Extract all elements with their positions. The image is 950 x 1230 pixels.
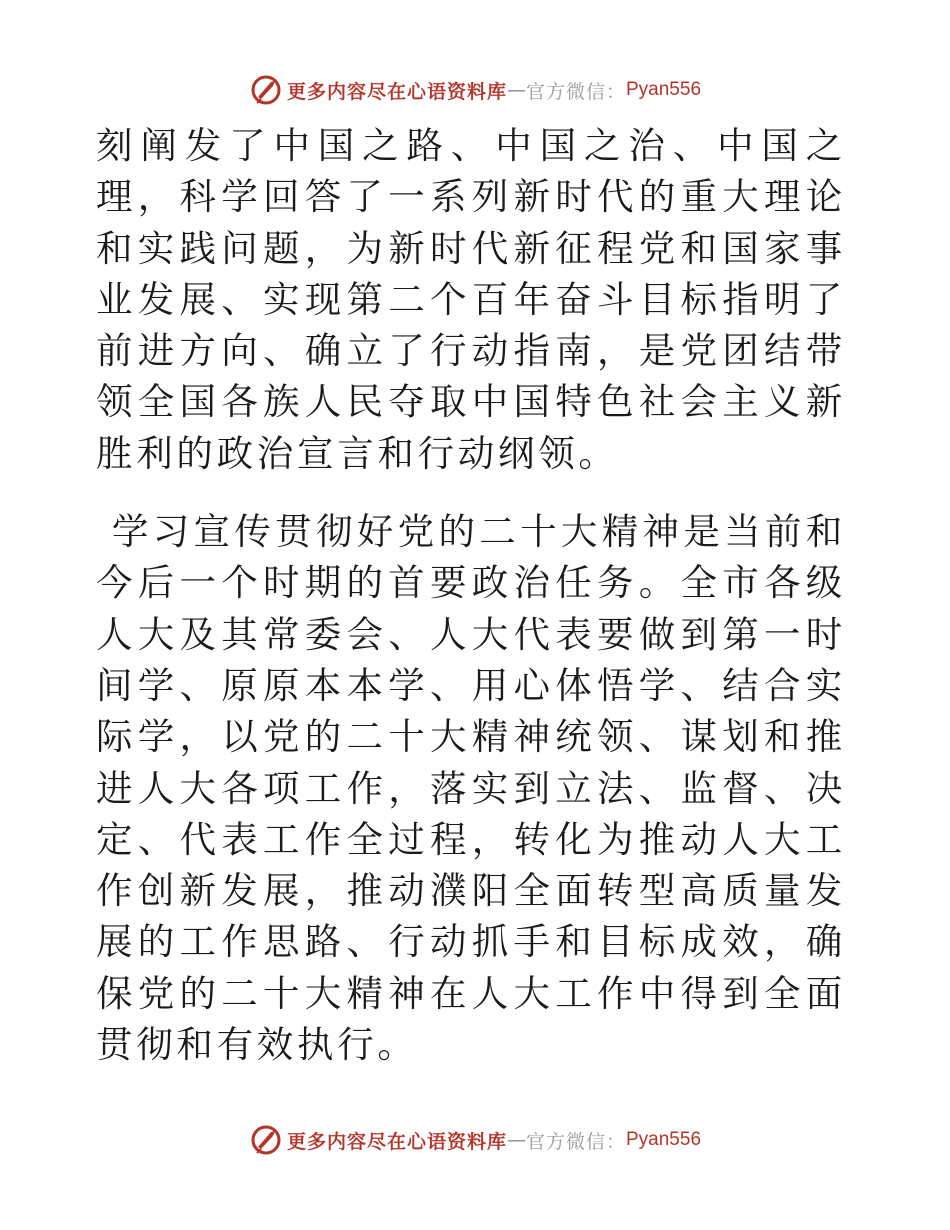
quill-circle-icon xyxy=(249,73,283,107)
watermark-separator: — xyxy=(506,79,526,101)
header-watermark xyxy=(0,70,950,110)
watermark-label: 官方微信： xyxy=(525,80,626,103)
watermark-wechat-id: Pyan556 xyxy=(626,79,702,100)
paragraph-1: 刻阐发了中国之路、中国之治、中国之理，科学回答了一系列新时代的重大理论和实践问题，为新时代新征程党和国家事业发展、实现第二个百年奋斗目标指明了前进方向、确立了行动指南，是党团结带领全国各族人民夺取中国特色社会主义新胜利的政治宣言和行动纲领。 xyxy=(96,124,846,475)
document-body xyxy=(96,120,846,1070)
watermark-separator: — xyxy=(506,1129,526,1151)
watermark-brand: 更多内容尽在心语资料库 xyxy=(286,1130,507,1153)
quill-circle-icon xyxy=(249,1123,283,1157)
paragraph-2: 学习宣传贯彻好党的二十大精神是当前和今后一个时期的首要政治任务。全市各级人大及其常委会、人大代表要做到第一时间学、原原本本学、用心体悟学、结合实际学，以党的二十大精神统领、谋划和推进人大各项工作，落实到立法、监督、决定、代表工作全过程，转化为推动人大工作创新发展，推动濮阳全面转型高质量发展的工作思路、行动抓手和目标成效，确保党的二十大精神在人大工作中得到全面贯彻和有效执行。 xyxy=(96,510,846,1067)
watermark-brand: 更多内容尽在心语资料库 xyxy=(286,80,507,103)
watermark-label: 官方微信： xyxy=(525,1130,626,1153)
footer-watermark xyxy=(0,1120,950,1160)
watermark-wechat-id: Pyan556 xyxy=(626,1129,702,1150)
